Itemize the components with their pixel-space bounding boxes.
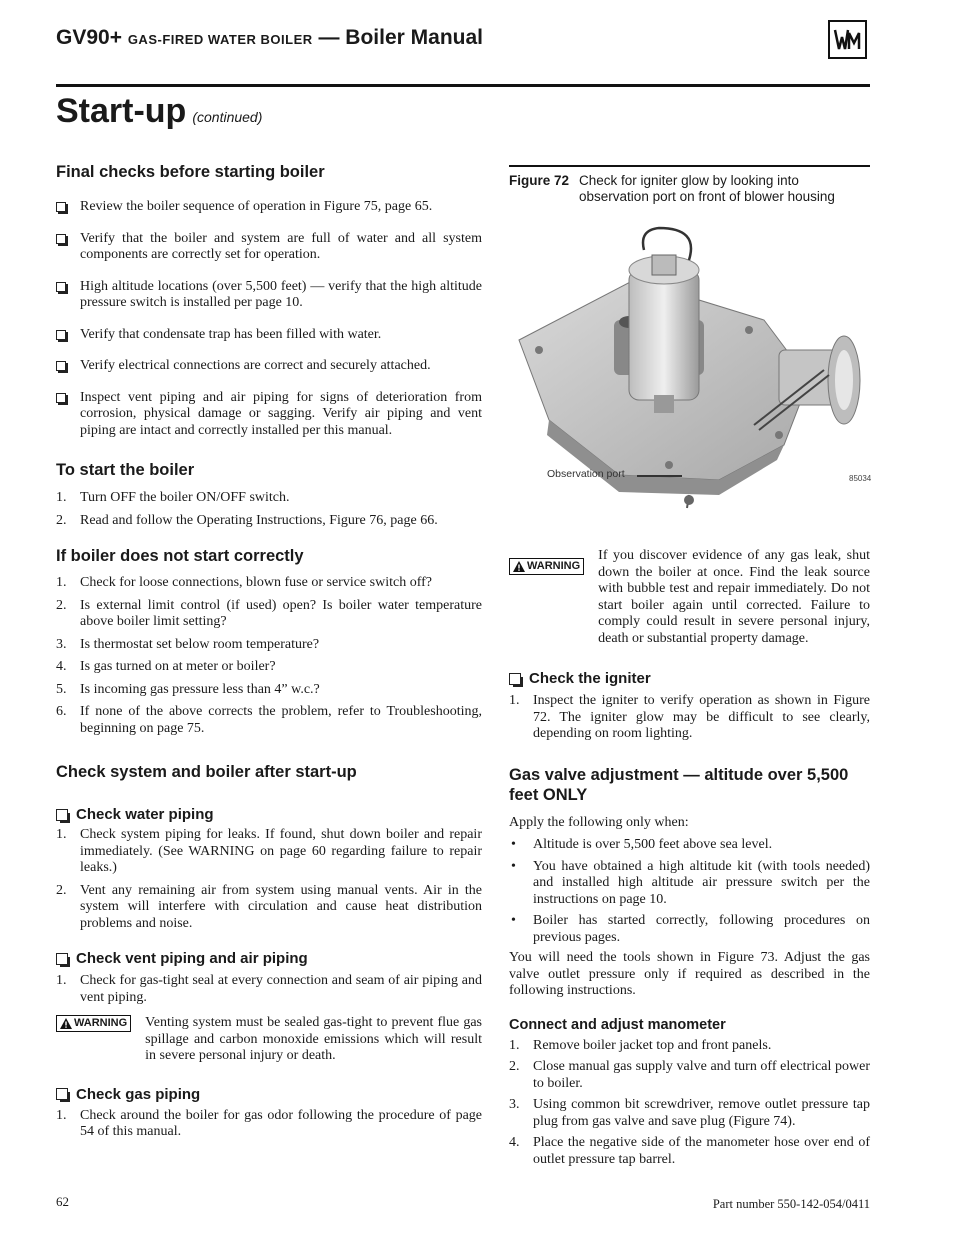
left-column — [56, 162, 482, 1141]
water-piping-list — [56, 827, 482, 932]
bullet-item: • Altitude is over 5,500 feet above sea level. — [509, 837, 870, 854]
brand-logo — [828, 20, 867, 59]
checkbox-icon — [509, 673, 521, 685]
to-start-list — [56, 490, 482, 529]
bullet-item: • Boiler has started correctly, following procedures on previous pages. — [509, 913, 870, 946]
list-item: 4. Place the negative side of the manometer hose over end of outlet pressure tap barrel. — [509, 1135, 870, 1167]
figure-code: 85034 — [849, 474, 872, 483]
list-item: 1. Remove boiler jacket top and front panels. — [509, 1037, 772, 1053]
list-item: 1. Inspect the igniter to verify operation as shown in Figure 72. The igniter glow may be difficult to see clearly, depending on room lighting. — [509, 693, 870, 741]
page-title — [56, 92, 262, 131]
page-title-text: Start-up — [56, 92, 187, 130]
warning-text: Venting system must be sealed gas-tight to prevent flue gas spillage and carbon monoxide emissions which will result in severe personal injury or death. — [145, 1015, 482, 1063]
checklist-item: Verify electrical connections are correct and securely attached. — [56, 358, 482, 375]
list-item: 2. Vent any remaining air from system using manual vents. Air in the system will interfere with circulation and cause heat distribution problems and noise. — [56, 882, 482, 931]
warning-text: If you discover evidence of any gas leak, shut down the boiler at once. Find the leak source with bubble test and repair immediately. Do not start boiler again until corrected. Failure to comply could result in severe personal injury, death or substantial property damage. — [598, 548, 870, 646]
page-title-note: (continued) — [192, 109, 263, 125]
list-item: 5. Is incoming gas pressure less than 4” w.c.? — [56, 681, 320, 697]
subheading-water-piping: Check water piping — [56, 805, 482, 824]
igniter-list — [509, 693, 870, 743]
section-heading-to-start: To start the boiler — [56, 461, 195, 479]
right-column — [509, 548, 870, 1168]
checkbox-icon — [56, 202, 66, 212]
checklist-item: Verify that the boiler and system are full of water and all system components are correctly set for operation. — [56, 231, 482, 264]
checkbox-icon — [56, 282, 66, 292]
observation-port-callout: Observation port — [547, 468, 625, 480]
section-heading-check-system: Check system and boiler after start-up — [56, 763, 357, 781]
list-item: 6. If none of the above corrects the problem, refer to Troubleshooting, beginning on page 75. — [56, 704, 482, 736]
final-checks-list — [56, 199, 482, 439]
callout-leader — [637, 475, 682, 477]
manual-label: — Boiler Manual — [318, 26, 483, 49]
manometer-list — [509, 1038, 870, 1169]
list-item: 1. Check around the boiler for gas odor following the procedure of page 54 of this manual. — [56, 1107, 482, 1139]
checkbox-icon — [56, 330, 66, 340]
figure-caption-text: Check for igniter glow by looking into observation port on front of blower housing — [579, 173, 835, 204]
bullet-item: • You have obtained a high altitude kit (with tools needed) and installed high altitude air pressure switch per the instructions on page 10. — [509, 859, 870, 909]
blower-housing-illustration — [509, 210, 870, 510]
list-item: 3. Using common bit screwdriver, remove outlet pressure tap plug from gas valve and save plug (Figure 74). — [509, 1097, 870, 1129]
vent-piping-list — [56, 973, 482, 1006]
list-item: 4. Is gas turned on at meter or boiler? — [56, 659, 276, 674]
part-number: Part number 550-142-054/0411 — [712, 1197, 870, 1211]
figure-rule — [509, 165, 870, 167]
checkbox-icon — [56, 953, 68, 965]
gas-valve-conditions — [509, 837, 870, 946]
checkbox-icon — [56, 809, 68, 821]
document-header — [56, 26, 483, 50]
checklist-item: Review the boiler sequence of operation in Figure 75, page 65. — [56, 199, 482, 216]
checkbox-icon — [56, 234, 66, 244]
section-heading-final-checks: Final checks before starting boiler — [56, 163, 325, 181]
checklist-item: Inspect vent piping and air piping for signs of deterioration from corrosion, physical damage or sagging. Verify air piping and vent piping are intact and correctly installed per this manual. — [56, 390, 482, 440]
header-subtitle: GAS-FIRED WATER BOILER — [127, 32, 313, 47]
warning-triangle-icon — [513, 561, 525, 572]
section-heading-not-start: If boiler does not start correctly — [56, 547, 304, 565]
figure-label: Figure 72 — [509, 173, 570, 188]
figure-caption — [509, 173, 870, 204]
page-number: 62 — [56, 1194, 69, 1209]
gas-leak-warning — [509, 548, 870, 647]
subheading-manometer: Connect and adjust manometer — [509, 1016, 726, 1033]
subheading-check-igniter: Check the igniter — [509, 669, 870, 688]
subheading-vent-piping: Check vent piping and air piping — [56, 949, 482, 968]
subheading-gas-piping: Check gas piping — [56, 1085, 482, 1104]
logo-mark-icon — [833, 27, 863, 53]
not-start-list — [56, 575, 482, 737]
model-name: GV90+ — [56, 26, 122, 49]
list-item: 1. Check system piping for leaks. If found, shut down boiler and repair immediately. (See WARNING on page 60 regarding failure to repair leaks.) — [56, 827, 482, 875]
figure-72 — [509, 165, 870, 510]
gas-valve-intro: Apply the following only when: — [509, 814, 689, 830]
list-item: 1. Turn OFF the boiler ON/OFF switch. — [56, 490, 290, 505]
list-item: 2. Is external limit control (if used) open? Is boiler water temperature above boiler limit setting? — [56, 597, 482, 629]
checkbox-icon — [56, 361, 66, 371]
vent-warning — [56, 1015, 482, 1065]
list-item: 1. Check for gas-tight seal at every connection and seam of air piping and vent piping. — [56, 973, 482, 1005]
gas-valve-note: You will need the tools shown in Figure 73. Adjust the gas valve outlet pressure only if required as described in the following instructions. — [509, 950, 870, 998]
warning-badge: WARNING — [509, 558, 584, 575]
header-rule — [56, 84, 870, 87]
list-item: 2. Close manual gas supply valve and turn off electrical power to boiler. — [509, 1059, 870, 1091]
list-item: 2. Read and follow the Operating Instructions, Figure 76, page 66. — [56, 512, 438, 528]
warning-triangle-icon — [60, 1018, 72, 1029]
checkbox-icon — [56, 393, 66, 403]
warning-badge: WARNING — [56, 1015, 131, 1032]
checklist-item: Verify that condensate trap has been filled with water. — [56, 327, 482, 344]
list-item: 1. Check for loose connections, blown fuse or service switch off? — [56, 575, 432, 590]
section-heading-gas-valve: Gas valve adjustment — altitude over 5,500 feet ONLY — [509, 765, 849, 804]
checkbox-icon — [56, 1088, 68, 1100]
list-item: 3. Is thermostat set below room temperature? — [56, 636, 320, 652]
gas-piping-list — [56, 1108, 482, 1141]
checklist-item: High altitude locations (over 5,500 feet) — verify that the high altitude pressure switch is installed per page 10. — [56, 279, 482, 312]
